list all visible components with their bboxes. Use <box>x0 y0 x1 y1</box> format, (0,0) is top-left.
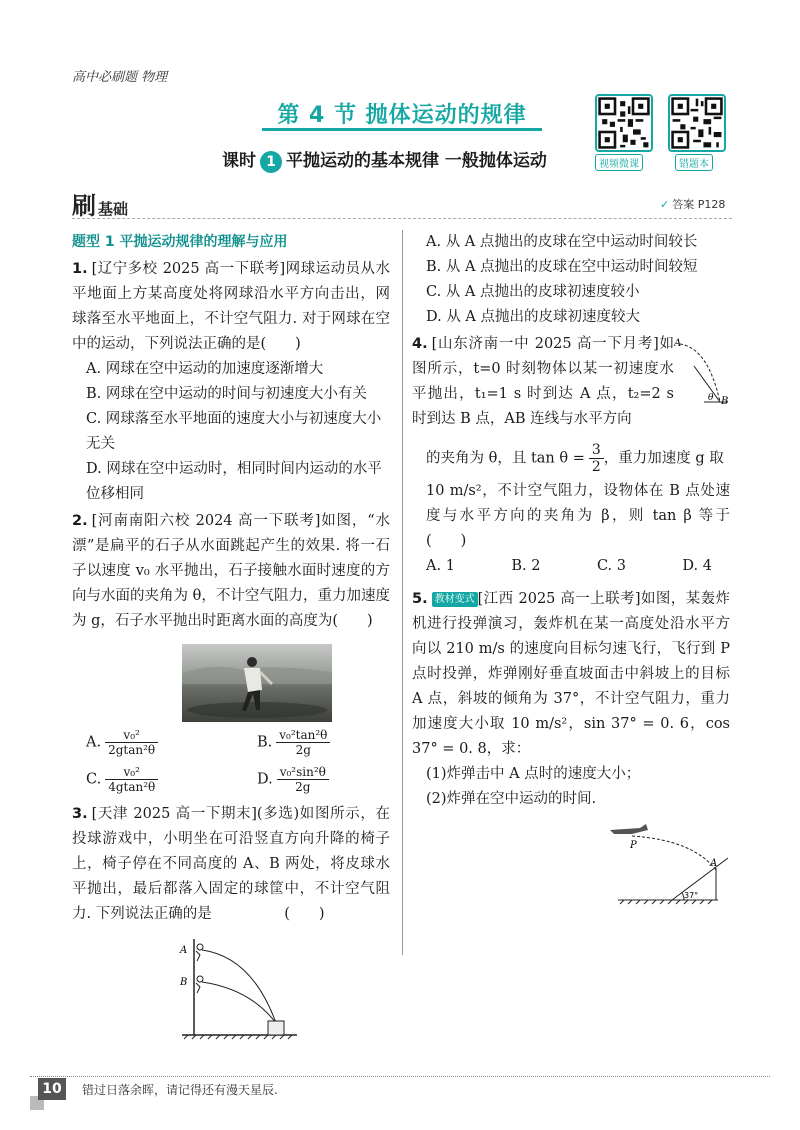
qr-code-video[interactable] <box>595 94 653 152</box>
footer-motto: 错过日落余晖，请记得还有漫天星辰. <box>82 1083 278 1097</box>
q5-stem: [江西 2025 高一上联考]如图，某轰炸机进行投弹演习，轰炸机在某一高度处沿水平方向以 210 m/s 的速度向目标匀速飞行，飞行到 P 点时投弹，炸弹刚好垂直坡面击中斜坡上的目标 A 点，斜坡的倾角为 37°，不计空气阻力，重力加速度大小取 10 m/s²，sin 37° = 0. 6，cos 37° = 0. 8，求： <box>412 591 730 757</box>
q4-option-d[interactable]: D. 4 <box>682 558 712 574</box>
q3-option-b[interactable]: B. 从 A 点抛出的皮球在空中运动时间较短 <box>426 259 698 275</box>
q2-option-a[interactable] <box>72 728 257 757</box>
fraction-denominator: 2 <box>591 459 601 475</box>
q4-fraction <box>589 442 604 475</box>
q4-label-a: A <box>674 338 682 349</box>
q4-number: 4. <box>412 336 428 352</box>
q4-stem-a: [山东济南一中 2025 高一下月考]如图所示，t=0 时刻物体以某一初速度水平抛出，t₁=1 s 时到达 A 点，t₂=2 s 时到达 B 点，AB 连线与水平方向 <box>412 336 674 427</box>
q2-option-d[interactable] <box>257 765 329 794</box>
q2-option-c[interactable] <box>72 765 257 794</box>
q2-option-a-fraction <box>105 728 158 757</box>
check-icon: ✓ <box>660 198 670 211</box>
section-brand <box>72 186 128 221</box>
q5-tag-badge: 教材变式 <box>432 592 478 607</box>
q1-option-a[interactable]: A. 网球在空中运动的加速度逐渐增大 <box>86 361 324 377</box>
question-1 <box>72 257 390 357</box>
q4-label-b: B <box>721 396 729 407</box>
q5-label-angle: 37° <box>684 891 699 900</box>
q4-option-c[interactable]: C. 3 <box>596 558 626 574</box>
brand-divider <box>72 218 732 219</box>
q4-stem-b-line <box>412 442 730 475</box>
q2-option-c-fraction <box>105 765 158 794</box>
q5-figure <box>418 818 728 908</box>
q3-label-b: B <box>180 977 188 988</box>
column-divider <box>402 230 403 955</box>
q5-label-p: P <box>630 840 637 851</box>
section-title: 第 4 节 抛体运动的规律 <box>277 103 527 128</box>
q4-stem-b-pre: 的夹角为 θ，且 tan θ = <box>426 450 585 467</box>
q4-stem-block <box>412 332 674 432</box>
q5-sub-1: (1)炸弹击中 A 点时的速度大小； <box>426 766 641 782</box>
fraction-denominator: 2g <box>295 780 311 794</box>
page-number: 10 <box>38 1078 66 1100</box>
q2-number: 2. <box>72 513 88 529</box>
fraction-numerator: v₀² <box>105 765 158 780</box>
question-2 <box>72 509 390 634</box>
q2-option-a-label: A. <box>86 734 102 751</box>
fraction-denominator: 2g <box>295 743 311 757</box>
q2-options-row-2 <box>72 765 390 794</box>
answer-page: 答案 P128 <box>672 198 726 211</box>
q2-option-b-fraction <box>276 728 330 757</box>
question-4 <box>412 332 730 432</box>
q1-number: 1. <box>72 261 88 277</box>
left-column <box>72 230 390 1045</box>
brand-main: 刷 <box>72 192 96 220</box>
lesson-title-row <box>222 146 547 173</box>
q3-option-a[interactable]: A. 从 A 点抛出的皮球在空中运动时间较长 <box>426 234 698 250</box>
q3-label-a: A <box>180 945 188 956</box>
q5-number: 5. <box>412 591 428 607</box>
brand-sub: 基础 <box>98 200 129 218</box>
q2-option-b-label: B. <box>257 734 273 751</box>
q4-label-theta: θ <box>708 393 714 403</box>
q3-option-c[interactable]: C. 从 A 点抛出的皮球初速度较小 <box>426 284 640 300</box>
q5-label-a: A <box>710 858 718 869</box>
fraction-numerator: 3 <box>589 442 604 459</box>
q1-option-d[interactable]: D. 网球在空中运动时，相同时间内运动的水平位移相同 <box>86 461 382 502</box>
question-5 <box>412 587 730 762</box>
qr-code-mistakes[interactable] <box>668 94 726 152</box>
q3-number: 3. <box>72 806 88 822</box>
fraction-numerator: v₀² <box>105 728 158 743</box>
photo-figure <box>182 644 332 722</box>
q2-option-b[interactable] <box>257 728 330 757</box>
right-column <box>412 230 745 908</box>
q1-stem: [辽宁多校 2025 高一下联考]网球运动员从水平地面上方某高度处将网球沿水平方向击出，网球落至水平地面上，不计空气阻力. 对于网球在空中的运动，下列说法正确的是( ) <box>72 261 390 352</box>
q1-option-b[interactable]: B. 网球在空中运动的时间与初速度大小有关 <box>86 386 367 402</box>
fraction-numerator: v₀²sin²θ <box>277 765 329 780</box>
answer-reference <box>660 196 725 212</box>
qr-label-mistakes: 错题本 <box>675 154 713 171</box>
qr-label-video: 视频微课 <box>595 154 643 171</box>
stone-skipping-photo <box>182 644 332 722</box>
q2-option-d-fraction <box>277 765 329 794</box>
q5-diagram <box>418 818 728 908</box>
qr-pattern-icon <box>670 96 724 150</box>
q1-option-c[interactable]: C. 网球落至水平地面的速度大小与初速度大小无关 <box>86 411 382 452</box>
q4-stem-b-post: ，重力加速度 g 取 <box>603 450 724 467</box>
q3-stem: [天津 2025 高一下期末](多选)如图所示，在投球游戏中，小明坐在可沿竖直方向升降的椅子上，椅子停在不同高度的 A、B 两处，将皮球水平抛出，最后都落入固定的球筐中，不计空气阻力. 下列说法正确的是 ( ) <box>72 806 390 922</box>
q3-figure <box>172 935 302 1045</box>
q4-option-b[interactable]: B. 2 <box>511 558 541 574</box>
fraction-denominator: 4gtan²θ <box>108 780 156 794</box>
lesson-title: 平抛运动的基本规律 一般抛体运动 <box>286 151 547 171</box>
qr-pattern-icon <box>597 96 651 150</box>
q4-stem-c: 10 m/s²，不计空气阻力，设物体在 B 点处速度与水平方向的夹角为 β，则 tan β 等于 ( ) <box>426 483 745 549</box>
q5-sub-2: (2)炸弹在空中运动的时间. <box>426 791 597 807</box>
fraction-denominator: 2gtan²θ <box>108 743 156 757</box>
q4-figure <box>674 336 730 416</box>
section-title-underline <box>262 128 542 131</box>
lesson-prefix: 课时 <box>222 151 256 171</box>
book-header: 高中必刷题 物理 <box>72 70 168 85</box>
q2-stem: [河南南阳六校 2024 高一下联考]如图，“水漂”是扁平的石子从水面跳起产生的效果. 将一石子以速度 v₀ 水平抛出，石子接触水面时速度的方向与水面的夹角为 θ，不计空气阻力，重力加速度为 g，石子水平抛出时距离水面的高度为( ) <box>72 513 390 629</box>
lesson-number-badge: 1 <box>260 151 282 173</box>
footer-divider <box>30 1076 770 1077</box>
q4-options <box>412 554 712 579</box>
q3-diagram <box>172 935 302 1045</box>
q2-option-d-label: D. <box>257 771 273 788</box>
q4-option-a[interactable]: A. 1 <box>426 558 455 574</box>
q3-option-d[interactable]: D. 从 A 点抛出的皮球初速度较大 <box>426 309 641 325</box>
topic-heading: 题型 1 平抛运动规律的理解与应用 <box>72 234 288 250</box>
q2-option-c-label: C. <box>86 771 102 788</box>
question-3 <box>72 802 390 927</box>
q2-options-row-1 <box>72 728 390 757</box>
fraction-numerator: v₀²tan²θ <box>276 728 330 743</box>
